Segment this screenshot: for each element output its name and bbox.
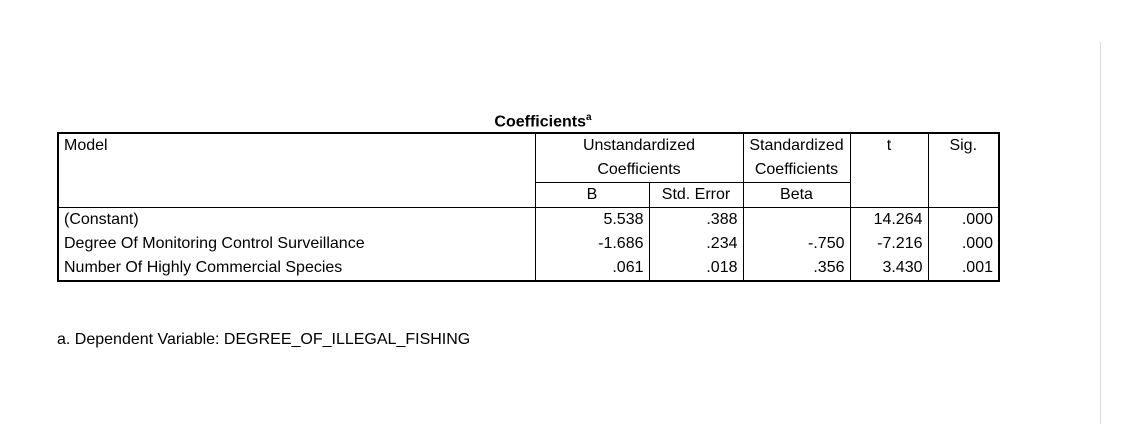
cell-b: 5.538	[535, 208, 649, 233]
header-t: t	[850, 133, 928, 208]
cell-beta: .356	[743, 256, 850, 281]
cell-model: Number Of Highly Commercial Species	[58, 256, 535, 281]
title-text: Coefficients	[494, 113, 586, 131]
header-standardized-line2: Coefficients	[743, 158, 850, 183]
header-unstandardized-line2: Coefficients	[535, 158, 743, 183]
cell-std-error: .234	[649, 232, 743, 256]
footnote: a. Dependent Variable: DEGREE_OF_ILLEGAL_FISHING	[57, 331, 471, 348]
cell-model: (Constant)	[58, 208, 535, 233]
table-row	[58, 208, 999, 233]
cell-model: Degree Of Monitoring Control Surveillance	[58, 232, 535, 256]
header-model: Model	[58, 133, 535, 208]
cell-std-error: .018	[649, 256, 743, 281]
header-beta: Beta	[743, 183, 850, 208]
right-divider	[1100, 42, 1101, 424]
title-superscript: a	[586, 112, 592, 123]
table-row	[58, 256, 999, 281]
cell-t: 3.430	[850, 256, 928, 281]
header-unstandardized-line1: Unstandardized	[535, 133, 743, 158]
cell-b: .061	[535, 256, 649, 281]
cell-sig: .000	[961, 235, 993, 252]
cell-sig: .000	[928, 208, 999, 233]
cell-b: -1.686	[535, 232, 649, 256]
cell-t: 14.264	[850, 208, 928, 233]
table-title	[58, 112, 1028, 131]
table-row	[58, 232, 999, 256]
cell-beta	[743, 208, 850, 233]
cell-std-error: .388	[649, 208, 743, 233]
coefficients-table	[57, 132, 1000, 282]
cell-t: -7.216	[850, 232, 928, 256]
cell-beta: -.750	[743, 232, 850, 256]
cell-sig: .001	[961, 259, 993, 276]
header-sig: Sig.	[949, 137, 978, 154]
header-b: B	[535, 183, 649, 208]
header-standardized-line1: Standardized	[743, 133, 850, 158]
header-std-error: Std. Error	[649, 183, 743, 208]
